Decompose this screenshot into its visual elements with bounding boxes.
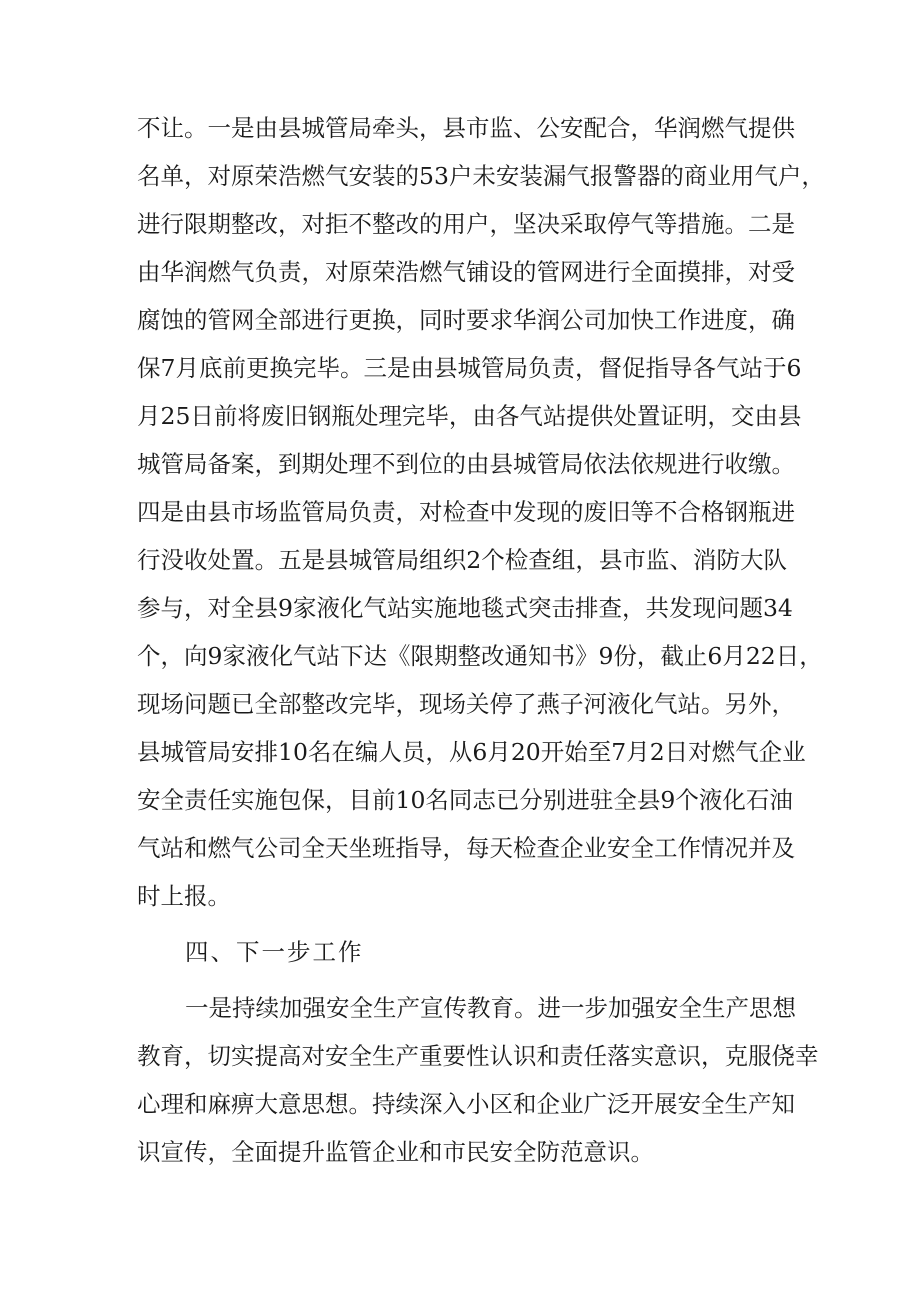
paragraph-1-line-1: 不让。一是由县城管局牵头，县市监、公安配合，华润燃气提供 (137, 114, 795, 142)
paragraph-1-line-4: 由华润燃气负责，对原荣浩燃气铺设的管网进行全面摸排，对受 (137, 258, 795, 286)
paragraph-1-line-7: 月25日前将废旧钢瓶处理完毕，由各气站提供处置证明，交由县 (137, 402, 802, 430)
paragraph-1-line-2: 名单，对原荣浩燃气安装的53户未安装漏气报警器的商业用气户， (137, 162, 825, 190)
paragraph-2-line-3: 心理和麻痹大意思想。持续深入小区和企业广泛开展安全生产知 (137, 1090, 795, 1118)
paragraph-1-line-9: 四是由县市场监管局负责，对检查中发现的废旧等不合格钢瓶进 (137, 498, 795, 526)
paragraph-1-line-11: 参与，对全县9家液化气站实施地毯式突击排查，共发现问题34 (137, 594, 793, 622)
section-heading: 四、下一步工作 (185, 938, 364, 966)
paragraph-1-line-14: 县城管局安排10名在编人员，从6月20开始至7月2日对燃气企业 (137, 738, 806, 766)
paragraph-1-line-3: 进行限期整改，对拒不整改的用户，坚决采取停气等措施。二是 (137, 210, 795, 238)
paragraph-1-line-15: 安全责任实施包保，目前10名同志已分别进驻全县9个液化石油 (137, 786, 793, 814)
paragraph-1-line-10: 行没收处置。五是县城管局组织2个检查组，县市监、消防大队 (137, 546, 787, 574)
paragraph-1-line-17: 时上报。 (137, 882, 231, 910)
paragraph-1-line-16: 气站和燃气公司全天坐班指导，每天检查企业安全工作情况并及 (137, 834, 795, 862)
paragraph-2-line-2: 教育，切实提高对安全生产重要性认识和责任落实意识，克服侥幸 (137, 1042, 819, 1070)
paragraph-1-line-12: 个，向9家液化气站下达《限期整改通知书》9份，截止6月22日， (137, 642, 823, 670)
paragraph-2-line-1: 一是持续加强安全生产宣传教育。进一步加强安全生产思想 (185, 994, 796, 1022)
paragraph-2-line-4: 识宣传，全面提升监管企业和市民安全防范意识。 (137, 1138, 654, 1166)
paragraph-1-line-6: 保7月底前更换完毕。三是由县城管局负责，督促指导各气站于6 (137, 354, 802, 382)
paragraph-1-line-13: 现场问题已全部整改完毕，现场关停了燕子河液化气站。另外， (137, 690, 795, 718)
paragraph-1-line-8: 城管局备案，到期处理不到位的由县城管局依法依规进行收缴。 (137, 450, 795, 478)
paragraph-1-line-5: 腐蚀的管网全部进行更换，同时要求华润公司加快工作进度，确 (137, 306, 795, 334)
